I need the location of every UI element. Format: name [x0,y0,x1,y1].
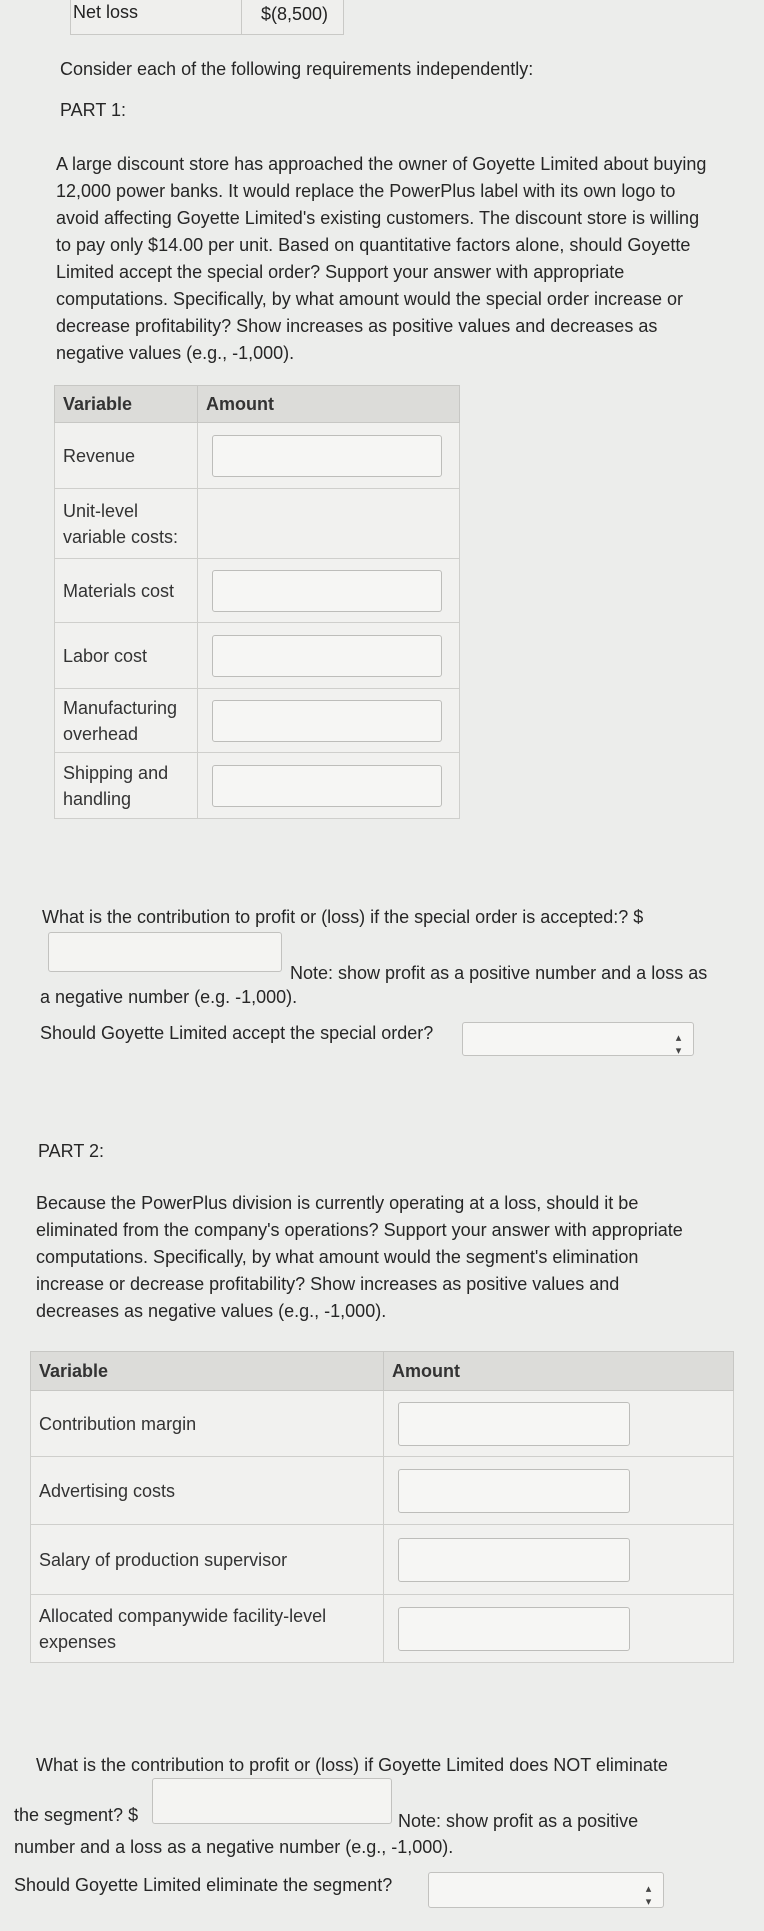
table-header-row [31,1352,734,1391]
row-label: Labor cost [55,623,198,689]
allocated-facility-expenses-input[interactable] [398,1607,630,1651]
part1-note-line1: Note: show profit as a positive number and a loss as [290,963,708,983]
column-header-amount: Amount [198,386,460,423]
part2-table [30,1351,734,1663]
row-label: Materials cost [55,559,198,623]
table-row [55,489,460,559]
part1-contribution-input[interactable] [48,932,282,972]
shipping-handling-input[interactable] [212,765,442,807]
table-row [55,623,460,689]
table-row [31,1391,734,1457]
column-header-amount: Amount [384,1352,734,1391]
table-row [55,559,460,623]
part2-contribution-input[interactable] [152,1778,392,1824]
part1-accept-question: Should Goyette Limited accept the special order? [40,1023,434,1043]
table-row [31,1525,734,1595]
row-label: Shipping and handling [55,753,198,819]
part1-description: A large discount store has approached the owner of Goyette Limited about buying 12,000 power banks. It would replace the PowerPlus label with its own logo to avoid affecting Goyette Limited's existing customers. The discount store is willing to pay only $14.00 per unit. Based on quantitative factors alone, should Goyette Limited accept the special order? Support your answer with appropriate computations. Specifically, by what amount would the special order increase or decrease profitability? Show increases as positive values and decreases as negative values (e.g., -1,000). [56,154,707,363]
net-loss-label: Net loss [73,2,139,22]
table-row [55,689,460,753]
part2-description: Because the PowerPlus division is currently operating at a loss, should it be eliminated from the company's operations? Support your answer with appropriate computations. Specifically, by what amount would the segment's elimination increase or decrease profitability? Show increases as positive values and decreases as negative values (e.g., -1,000). [36,1193,683,1321]
part2-contribution-question: What is the contribution to profit or (loss) if Goyette Limited does NOT eliminate [36,1755,668,1775]
manufacturing-overhead-input[interactable] [212,700,442,742]
row-label: Unit-level variable costs: [55,489,198,559]
intro-text: Consider each of the following requirements independently: [60,59,534,79]
part1-note-line2: a negative number (e.g. -1,000). [40,987,298,1007]
table-header-row [55,386,460,423]
advertising-costs-input[interactable] [398,1469,630,1513]
row-label: Revenue [55,423,198,489]
net-loss-row [70,0,344,35]
table-row [55,753,460,819]
part1-contribution-question: What is the contribution to profit or (loss) if the special order is accepted:? $ [42,907,644,927]
select-arrows-icon: ▴▾ [642,1882,654,1908]
eliminate-segment-select[interactable] [428,1872,664,1908]
row-label: Manufacturing overhead [55,689,198,753]
part2-heading: PART 2: [38,1141,105,1161]
labor-cost-input[interactable] [212,635,442,677]
part1-heading: PART 1: [60,100,127,120]
part2-note-line1: Note: show profit as a positive [398,1811,639,1831]
part2-eliminate-question: Should Goyette Limited eliminate the segment? [14,1875,393,1895]
part1-table [54,385,460,819]
row-label: Allocated companywide facility-level expenses [31,1595,384,1663]
part2-note-line2: number and a loss as a negative number (e.g., -1,000). [14,1837,454,1857]
select-arrows-icon: ▴▾ [672,1031,684,1057]
row-label: Contribution margin [31,1391,384,1457]
accept-special-order-select[interactable] [462,1022,694,1056]
materials-cost-input[interactable] [212,570,442,612]
contribution-margin-input[interactable] [398,1402,630,1446]
column-header-variable: Variable [55,386,198,423]
part2-segment-prefix: the segment? $ [14,1805,139,1825]
row-label: Salary of production supervisor [31,1525,384,1595]
table-row [31,1457,734,1525]
net-loss-value: $(8,500) [261,4,329,24]
row-label: Advertising costs [31,1457,384,1525]
production-supervisor-salary-input[interactable] [398,1538,630,1582]
column-header-variable: Variable [31,1352,384,1391]
table-row [31,1595,734,1663]
table-row [55,423,460,489]
revenue-amount-input[interactable] [212,435,442,477]
